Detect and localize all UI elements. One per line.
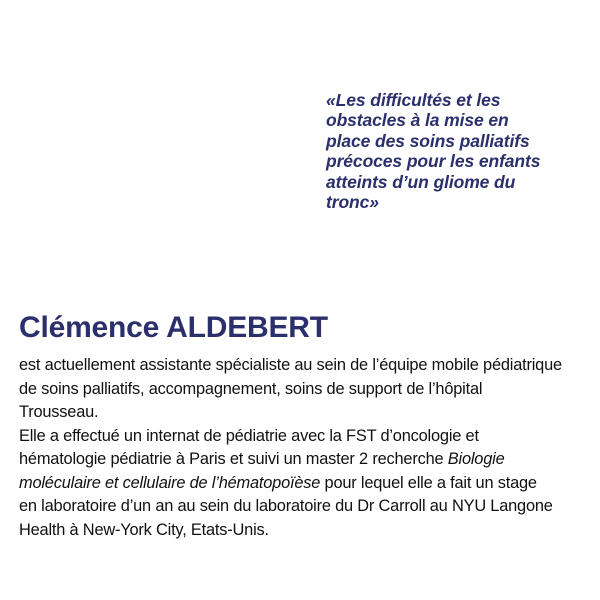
biography (19, 354, 594, 542)
quote-title (326, 90, 588, 212)
bio-line: est actuellement assistante spécialiste au sein de l’équipe mobile pédiatrique (19, 356, 562, 374)
master-title-italic: moléculaire et cellulaire de l’hématopoïèse (19, 473, 321, 492)
bio-line (19, 448, 594, 472)
quote-line: place des soins palliatifs (326, 130, 530, 151)
bio-line: en laboratoire d’un an au sein du laboratoire du Dr Carroll au NYU Langone (19, 497, 553, 515)
bio-text: hématologie pédiatrie à Paris et suivi un master 2 recherche (19, 450, 448, 468)
bio-line (19, 472, 594, 496)
quote-line: «Les difficultés et les (326, 90, 501, 110)
person-name: Clémence ALDEBERT (19, 311, 328, 344)
bio-text: pour lequel elle a fait un stage (320, 473, 537, 492)
bio-line: Elle a effectué un internat de pédiatrie avec la FST d’oncologie et (19, 426, 479, 445)
quote-line: tronc» (326, 192, 379, 213)
quote-line: obstacles à la mise en (326, 110, 509, 131)
quote-line: précoces pour les enfants (326, 151, 541, 172)
bio-line: de soins palliatifs, accompagnement, soins de support de l’hôpital (19, 379, 483, 398)
bio-line: Trousseau. (19, 403, 99, 421)
master-title-italic: Biologie (447, 450, 505, 468)
bio-line: Health à New-York City, Etats-Unis. (19, 520, 269, 539)
quote-line: atteints d’un gliome du (326, 171, 516, 192)
